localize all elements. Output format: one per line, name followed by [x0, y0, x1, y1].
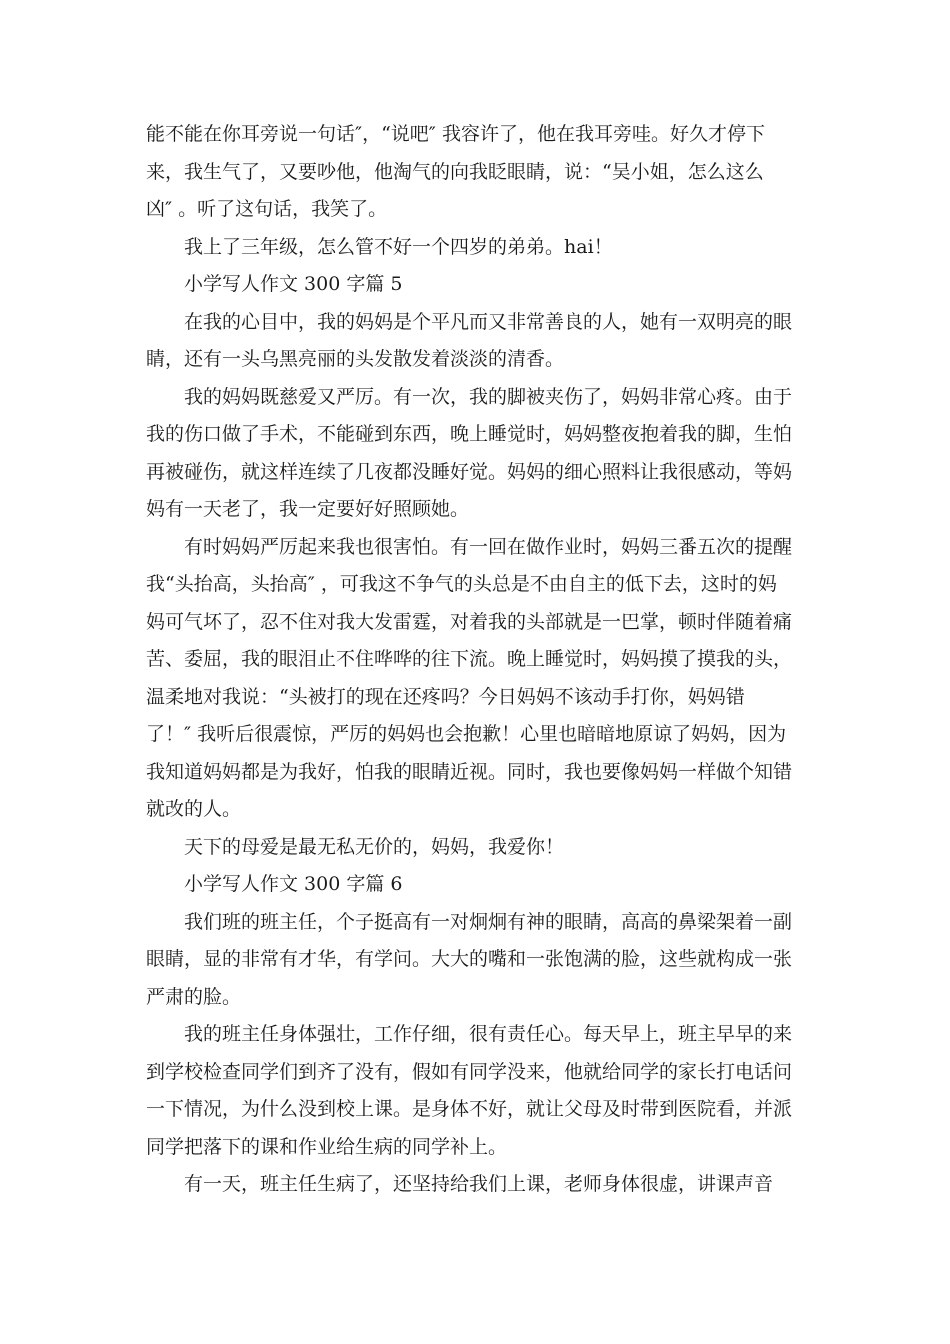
text-line: 到学校检查同学们到齐了没有，假如有同学没来，他就给同学的家长打电话问: [146, 1060, 793, 1083]
text-line: 有一天，班主任生病了，还坚持给我们上课，老师身体很虚，讲课声音: [184, 1173, 774, 1195]
text-line: 有时妈妈严厉起来我也很害怕。有一回在做作业时，妈妈三番五次的提醒: [184, 535, 793, 558]
text-line: 我上了三年级，怎么管不好一个四岁的弟弟。hai！: [184, 235, 613, 258]
text-line: 就改的人。: [146, 798, 242, 820]
text-line: 凶″ 。听了这句话，我笑了。: [146, 198, 388, 220]
text-line: 眼睛，显的非常有才华，有学问。大大的嘴和一张饱满的脸，这些就构成一张: [146, 948, 793, 970]
text-line: 在我的心目中，我的妈妈是个平凡而又非常善良的人，她有一双明亮的眼: [184, 310, 793, 333]
text-line: 我知道妈妈都是为我好，怕我的眼睛近视。同时，我也要像妈妈一样做个知错: [146, 760, 793, 783]
section-heading: 小学写人作文 300 字篇 5: [184, 273, 403, 295]
text-line: 了！″ 我听后很震惊，严厉的妈妈也会抱歉！心里也暗暗地原谅了妈妈，因为: [146, 723, 787, 745]
text-line: 我的班主任身体强壮，工作仔细，很有责任心。每天早上，班主早早的来: [184, 1023, 793, 1045]
text-line: 温柔地对我说：“头被打的现在还疼吗？今日妈妈不该动手打你，妈妈错: [146, 685, 745, 708]
text-line: 再被碰伤，就这样连续了几夜都没睡好觉。妈妈的细心照料让我很感动，等妈: [146, 460, 793, 483]
text-line: 妈可气坏了，忍不住对我大发雷霆，对着我的头部就是一巴掌，顿时伴随着痛: [146, 610, 793, 633]
text-line: 我们班的班主任，个子挺高有一对炯炯有神的眼睛，高高的鼻梁架着一副: [184, 910, 793, 933]
section-heading: 小学写人作文 300 字篇 6: [184, 873, 403, 895]
text-line: 我的伤口做了手术，不能碰到东西，晚上睡觉时，妈妈整夜抱着我的脚，生怕: [146, 423, 793, 445]
text-line: 苦、委屈，我的眼泪止不住哗哗的往下流。晚上睡觉时，妈妈摸了摸我的头，: [146, 648, 793, 670]
text-line: 我的妈妈既慈爱又严厉。有一次，我的脚被夹伤了，妈妈非常心疼。由于: [184, 385, 793, 408]
document-body: [146, 116, 806, 1204]
text-line: 妈有一天老了，我一定要好好照顾她。: [146, 498, 470, 520]
text-line: 天下的母爱是最无私无价的，妈妈，我爱你！: [184, 835, 565, 858]
text-line: 严肃的脸。: [146, 985, 242, 1008]
text-line: 能不能在你耳旁说一句话″，“说吧″ 我容许了，他在我耳旁哇。好久才停下: [146, 123, 765, 145]
text-line: 睛，还有一头乌黑亮丽的头发散发着淡淡的清香。: [146, 348, 565, 370]
text-line: 来，我生气了，又要吵他，他淘气的向我眨眼睛，说：“吴小姐，怎么这么: [146, 160, 764, 183]
text-line: 我“头抬高，头抬高″ ，可我这不争气的头总是不由自主的低下去，这时的妈: [146, 573, 777, 595]
text-line: 一下情况，为什么没到校上课。是身体不好，就让父母及时带到医院看，并派: [146, 1098, 793, 1120]
text-line: 同学把落下的课和作业给生病的同学补上。: [146, 1135, 508, 1158]
